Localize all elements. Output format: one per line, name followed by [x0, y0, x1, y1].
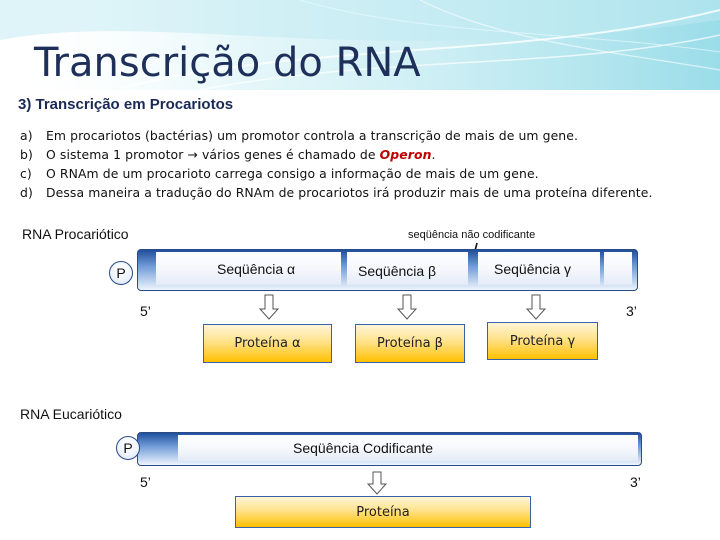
- five-prime-label: 5’: [140, 303, 151, 319]
- eukaryote-label: RNA Eucariótico: [20, 406, 122, 422]
- promoter-marker: P: [109, 261, 133, 285]
- section-subtitle: 3) Transcrição em Procariotos: [18, 96, 234, 113]
- list-letter: a): [20, 128, 33, 143]
- list-text: O RNAm de um procarioto carrega consigo a informação de mais de um gene.: [46, 166, 539, 181]
- bullet-list: [20, 126, 653, 202]
- protein-alpha-label: Proteína α: [234, 336, 301, 351]
- protein-beta-box: [355, 324, 465, 363]
- translation-arrow-gamma: [524, 293, 548, 321]
- list-item: [20, 126, 653, 145]
- eukaryote-translation-arrow: [365, 470, 389, 496]
- sequence-gamma-label: Seqüência γ: [494, 261, 572, 277]
- translation-arrow-alpha: [257, 293, 281, 321]
- eukaryote-protein-label: Proteína: [356, 504, 410, 520]
- eukaryote-protein-box: [235, 496, 531, 528]
- sequence-beta-label: Seqüência β: [358, 263, 437, 279]
- list-item: [20, 183, 653, 202]
- list-text-part: O sistema 1 promotor → vários genes é chamado de: [46, 147, 380, 162]
- protein-gamma-label: Proteína γ: [509, 333, 576, 349]
- strand-tail-block: [604, 252, 632, 285]
- list-text: Dessa maneira a tradução do RNAm de procariotos irá produzir mais de uma proteína diferente.: [46, 185, 653, 200]
- translation-arrow-beta: [395, 293, 419, 321]
- page-title: Transcrição do RNA: [34, 40, 421, 86]
- eukaryote-rna-strand: [137, 432, 642, 466]
- eukaryote-three-prime-label: 3’: [630, 474, 641, 490]
- list-letter: b): [20, 147, 33, 162]
- operon-highlight: Operon: [379, 147, 432, 162]
- list-text: [46, 145, 436, 164]
- coding-sequence-label: Seqüência Codificante: [293, 440, 434, 456]
- eukaryote-five-prime-label: 5’: [140, 474, 151, 490]
- sequence-alpha-label: Seqüência α: [217, 261, 296, 277]
- prokaryote-label: RNA Procariótico: [22, 226, 129, 242]
- protein-gamma-box: [487, 322, 598, 360]
- list-letter: c): [20, 166, 32, 181]
- three-prime-label: 3’: [626, 303, 637, 319]
- protein-beta-label: Proteína β: [377, 336, 443, 351]
- noncoding-label: seqüência não codificante: [408, 229, 536, 241]
- eukaryote-promoter-marker: P: [116, 436, 140, 460]
- prokaryote-rna-strand: [137, 249, 638, 291]
- list-item: [20, 145, 653, 164]
- list-item: [20, 164, 653, 183]
- protein-alpha-box: [203, 324, 332, 363]
- list-text-part: .: [431, 147, 436, 162]
- list-text: Em procariotos (bactérias) um promotor controla a transcrição de mais de um gene.: [46, 128, 579, 143]
- list-letter: d): [20, 185, 33, 200]
